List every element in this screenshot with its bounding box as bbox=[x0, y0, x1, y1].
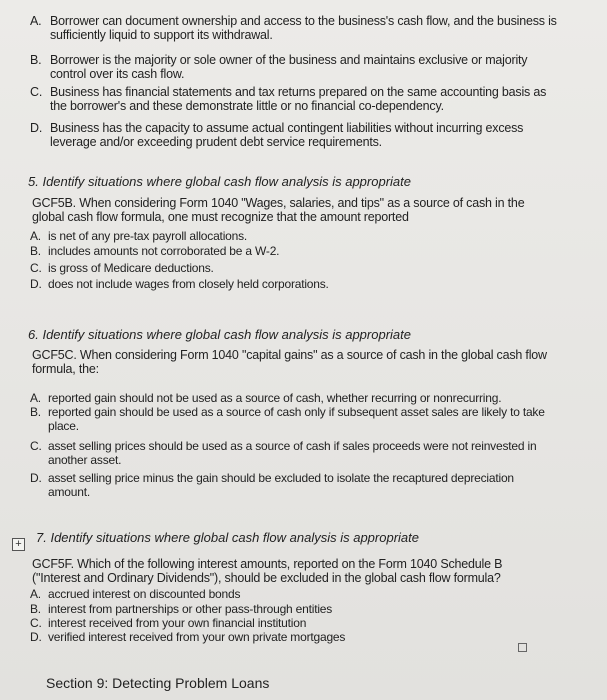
q4-option-b bbox=[30, 53, 560, 81]
q5-option-c[interactable] bbox=[30, 262, 550, 276]
option-letter: C. bbox=[30, 616, 42, 630]
q6-option-b[interactable] bbox=[30, 406, 550, 433]
q5-option-d[interactable] bbox=[30, 278, 550, 292]
q5-body: GCF5B. When considering Form 1040 "Wages, salaries, and tips" as a source of cash in the global cash flow formula, one must recognize that the amount reported bbox=[32, 196, 525, 224]
q5-option-a[interactable] bbox=[30, 230, 550, 244]
section-title: Section 9: Detecting Problem Loans bbox=[46, 675, 270, 691]
option-letter: B. bbox=[30, 602, 41, 616]
option-letter: D. bbox=[30, 277, 42, 291]
option-letter: D. bbox=[30, 630, 42, 644]
q5-option-b[interactable] bbox=[30, 245, 550, 259]
option-text: verified interest received from your own private mortgages bbox=[48, 630, 346, 644]
option-letter: D. bbox=[30, 121, 43, 135]
option-letter: B. bbox=[30, 53, 42, 67]
option-text: Business has the capacity to assume actual contingent liabilities without incurring excess leverage and/or exceeding prudent debt service requirements. bbox=[50, 121, 524, 149]
option-letter: A. bbox=[30, 587, 41, 601]
option-letter: A. bbox=[30, 391, 41, 405]
q4-option-a bbox=[30, 14, 560, 42]
q7-body: GCF5F. Which of the following interest amounts, reported on the Form 1040 Schedule B ("Interest and Ordinary Dividends"), should be excluded in the global cash flow formula? bbox=[32, 557, 503, 585]
option-text: reported gain should not be used as a source of cash, whether recurring or nonrecurring. bbox=[48, 391, 502, 405]
q4-option-c bbox=[30, 85, 560, 113]
q7-title: 7. Identify situations where global cash flow analysis is appropriate bbox=[36, 530, 419, 545]
option-text: Borrower is the majority or sole owner of the business and maintains exclusive or majority control over its cash flow. bbox=[50, 53, 528, 81]
option-text: asset selling prices should be used as a source of cash if sales proceeds were not reinvested in another asset. bbox=[48, 439, 537, 467]
square-icon[interactable] bbox=[518, 643, 527, 652]
option-letter: B. bbox=[30, 405, 41, 419]
option-text: is gross of Medicare deductions. bbox=[48, 261, 214, 275]
option-letter: C. bbox=[30, 85, 43, 99]
q6-option-c[interactable] bbox=[30, 440, 550, 467]
q7-option-c[interactable] bbox=[30, 617, 550, 631]
plus-icon[interactable]: + bbox=[12, 538, 25, 551]
option-text: asset selling price minus the gain should be excluded to isolate the recaptured depreciation amount. bbox=[48, 471, 514, 499]
option-text: accrued interest on discounted bonds bbox=[48, 587, 241, 601]
q6-option-a[interactable] bbox=[30, 392, 550, 406]
option-text: is net of any pre-tax payroll allocations. bbox=[48, 229, 248, 243]
option-letter: C. bbox=[30, 439, 42, 453]
option-text: does not include wages from closely held corporations. bbox=[48, 277, 329, 291]
option-letter: A. bbox=[30, 14, 42, 28]
option-letter: B. bbox=[30, 244, 41, 258]
option-letter: D. bbox=[30, 471, 42, 485]
q7-option-a[interactable] bbox=[30, 588, 550, 602]
q5-title: 5. Identify situations where global cash flow analysis is appropriate bbox=[28, 174, 411, 189]
option-text: includes amounts not corroborated be a W-2. bbox=[48, 244, 280, 258]
q7-option-d[interactable] bbox=[30, 631, 550, 645]
q6-title: 6. Identify situations where global cash flow analysis is appropriate bbox=[28, 327, 411, 342]
q7-option-b[interactable] bbox=[30, 603, 550, 617]
option-text: reported gain should be used as a source of cash only if subsequent asset sales are likely to take place. bbox=[48, 405, 545, 433]
option-text: interest received from your own financial institution bbox=[48, 616, 307, 630]
q6-body: GCF5C. When considering Form 1040 "capital gains" as a source of cash in the global cash flow formula, the: bbox=[32, 348, 547, 376]
option-text: Borrower can document ownership and access to the business's cash flow, and the business is sufficiently liquid to support its withdrawal. bbox=[50, 14, 557, 42]
q6-option-d[interactable] bbox=[30, 472, 550, 499]
q4-option-d bbox=[30, 121, 560, 149]
option-letter: C. bbox=[30, 261, 42, 275]
option-text: interest from partnerships or other pass-through entities bbox=[48, 602, 333, 616]
option-letter: A. bbox=[30, 229, 41, 243]
option-text: Business has financial statements and tax returns prepared on the same accounting basis as the borrower's and these demonstrate little or no financial co-dependency. bbox=[50, 85, 547, 113]
